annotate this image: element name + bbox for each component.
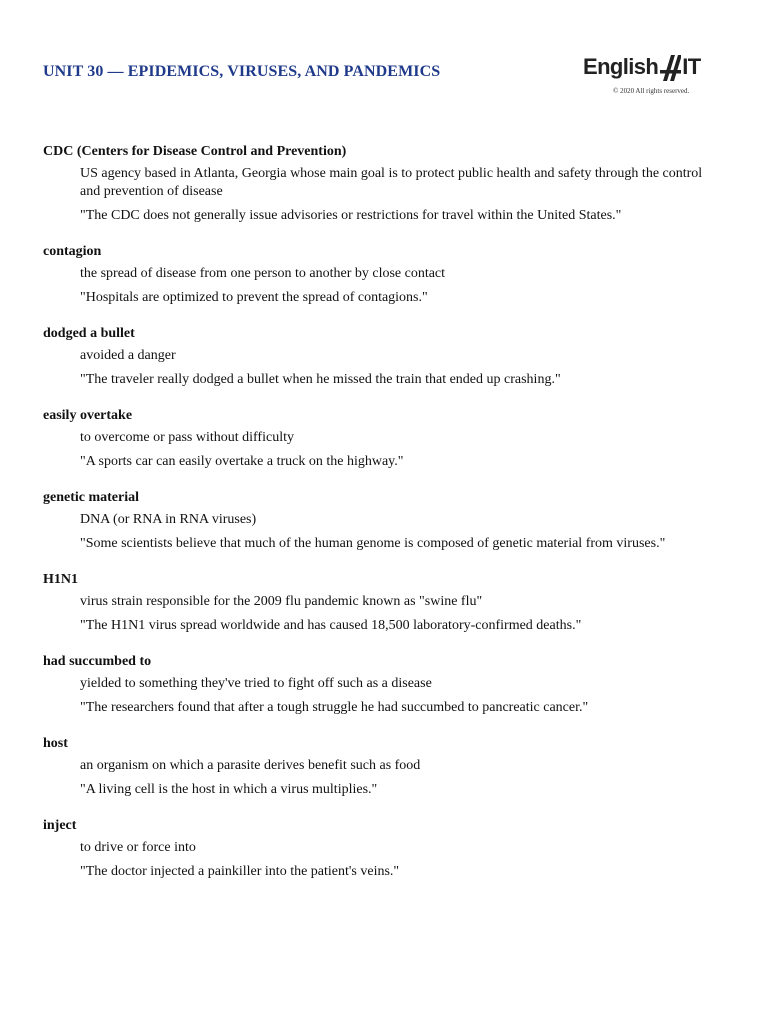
brand-suffix: IT	[682, 54, 701, 79]
glossary-definition: yielded to something they've tried to fight off such as a disease	[80, 676, 432, 691]
glossary-definition: an organism on which a parasite derives benefit such as food	[80, 758, 421, 773]
glossary-example: "A sports car can easily overtake a truck on the highway."	[80, 454, 404, 469]
brand-prefix: English	[583, 54, 659, 79]
copyright-notice: © 2020 All rights reserved.	[613, 87, 690, 95]
glossary-entry	[43, 325, 723, 389]
brand-logo	[583, 52, 719, 98]
glossary-entry	[43, 735, 723, 799]
glossary-entry	[43, 243, 723, 307]
glossary-term: host	[43, 736, 68, 751]
glossary-term: dodged a bullet	[43, 326, 135, 341]
glossary-definition: DNA (or RNA in RNA viruses)	[80, 512, 257, 527]
glossary-term: inject	[43, 818, 77, 833]
glossary-entry	[43, 489, 723, 553]
glossary-term: contagion	[43, 244, 102, 259]
glossary-example: "The researchers found that after a tough struggle he had succumbed to pancreatic cancer."	[80, 700, 589, 715]
glossary-entry	[43, 407, 723, 471]
glossary-list	[43, 143, 723, 899]
glossary-definition: the spread of disease from one person to another by close contact	[80, 266, 446, 281]
glossary-term: H1N1	[43, 572, 78, 587]
glossary-example: "The CDC does not generally issue advisories or restrictions for travel within the United States."	[80, 208, 622, 223]
glossary-definition: to overcome or pass without difficulty	[80, 430, 294, 445]
glossary-example: "The H1N1 virus spread worldwide and has caused 18,500 laboratory-confirmed deaths."	[80, 618, 582, 633]
glossary-definition: virus strain responsible for the 2009 flu pandemic known as "swine flu"	[80, 594, 483, 609]
glossary-entry	[43, 571, 723, 635]
glossary-entry	[43, 143, 723, 225]
glossary-definition: to drive or force into	[80, 840, 196, 855]
glossary-example: "The traveler really dodged a bullet when he missed the train that ended up crashing."	[80, 372, 561, 387]
glossary-entry	[43, 653, 723, 717]
glossary-term: CDC (Centers for Disease Control and Prevention)	[43, 144, 347, 159]
glossary-term: genetic material	[43, 490, 140, 505]
glossary-example: "A living cell is the host in which a virus multiplies."	[80, 782, 378, 797]
glossary-definition: avoided a danger	[80, 348, 176, 363]
glossary-term: easily overtake	[43, 408, 133, 423]
glossary-example: "Hospitals are optimized to prevent the spread of contagions."	[80, 290, 428, 305]
brand-wordmark	[583, 52, 701, 82]
glossary-example: "The doctor injected a painkiller into the patient's veins."	[80, 864, 400, 879]
glossary-example: "Some scientists believe that much of the human genome is composed of genetic material from viruses."	[80, 536, 666, 551]
brand-four-mark	[659, 54, 681, 81]
glossary-entry	[43, 817, 723, 881]
glossary-definition: US agency based in Atlanta, Georgia whose main goal is to protect public health and safety through the control and prevention of disease	[80, 166, 703, 199]
glossary-term: had succumbed to	[43, 654, 152, 669]
page-title: UNIT 30 — EPIDEMICS, VIRUSES, AND PANDEMICS	[43, 63, 441, 80]
